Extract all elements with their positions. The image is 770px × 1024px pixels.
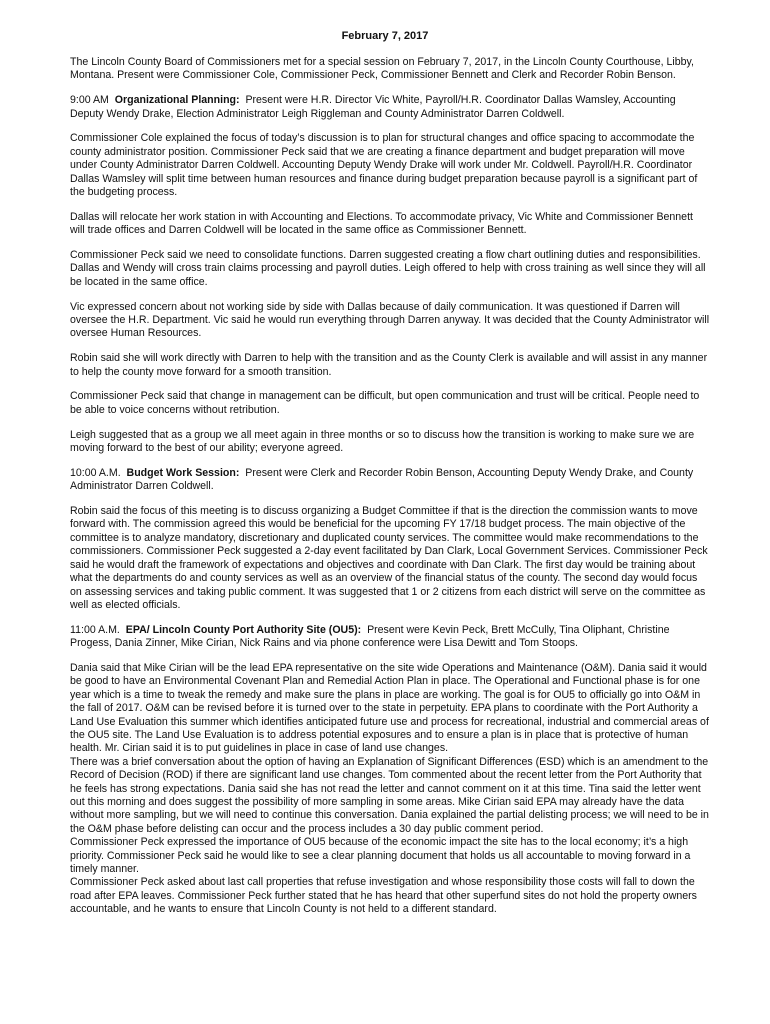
minutes-body (70, 56, 710, 917)
intro-paragraph: The Lincoln County Board of Commissioners met for a special session on February 7, 2017, in the Lincoln County Courthouse, Libby, Montana. Present were Commissioner Cole, Commissioner Peck, Commissioner Bennett and Clerk and Recorder Robin Benson. (70, 56, 694, 82)
paragraph: There was a brief conversation about the option of having an Explanation of Significant Differences (ESD) which is an amendment to the Record of Decision (ROD) if there are significant land use changes. Tom commented about the recent letter from the Port Authority that he feels has strong expectations. Dania said she has not read the letter and cannot comment on it at this time. Tina said the letter went out this morning and does suggest the possibility of more sampling in some areas. Mike Cirian said EPA may already have the data without more sampling, but we will need to continue this conversation. Dania explained the partial delisting process; we will need to be in the O&M phase before delisting can occur and the process includes a 30 day public comment period. (70, 755, 709, 835)
session-title: Budget Work Session: (126, 466, 240, 479)
paragraph: Commissioner Peck asked about last call properties that refuse investigation and whose responsibility those costs will fall to down the road after EPA leaves. Commissioner Peck further stated that he has heard that other superfund sites do not hold the property owners accountable, and he wants to ensure that Lincoln County is not held to a different standard. (70, 876, 697, 916)
paragraph: Robin said the focus of this meeting is to discuss organizing a Budget Committee if that is the direction the commission wants to move forward with. The commission agreed this would be beneficial for the upcoming FY 17/18 budget process. The main objective of the committee is to analyze mandatory, discretionary and duplicated county services. The committee would make recommendations to the commissioners. Commissioner Peck suggested a 2-day event facilitated by Dan Clark, Local Government Services. Commissioner Peck said he would draft the framework of expectations and objectives and coordinate with Dan Clark. The first day would be training about what the departments do and county services as well as an overview of the financial status of the county. The second day would focus on assessing services and taking public comment. It was suggested that 1 or 2 citizens from each district will serve on the committee as well as elected officials. (70, 505, 708, 611)
session-title: Organizational Planning: (114, 94, 240, 107)
session-organizational-header (70, 94, 710, 121)
paragraph: Dallas will relocate her work station in with Accounting and Elections. To accommodate privacy, Vic White and Commissioner Bennett will trade offices and Darren Coldwell will be located in the same office as Commissioner Bennett. (70, 210, 693, 237)
session-attendees: Present were Kevin Peck, Brett McCully, Tina Oliphant, Christine Progess, Dania Zinner, Mike Cirian, Nick Rains and via phone conference were Lisa Dewitt and Tom Stoops. (70, 623, 670, 650)
paragraph: Commissioner Peck expressed the importance of OU5 because of the economic impact the site has to the local economy; it’s a high priority. Commissioner Peck said he would like to see a clear planning document that holds us all accountable to moving forward in a timely manner. (70, 836, 691, 875)
session-time: 9:00 AM (70, 94, 109, 107)
paragraph: Commissioner Cole explained the focus of today’s discussion is to plan for structural changes and office spacing to accommodate the county administrator position. Commissioner Peck said that we are creating a finance department and budget preparation will move under County Administrator Darren Coldwell. Accounting Deputy Wendy Drake will work under Mr. Coldwell. Payroll/H.R. Coordinator Dallas Wamsley will split time between human resources and finance during budget preparation because payroll is a significant part of the budgeting process. (70, 132, 698, 199)
paragraph: Robin said she will work directly with Darren to help with the transition and as the County Clerk is available and will assist in any manner to help the county move forward for a smooth transition. (70, 352, 708, 378)
paragraph: Commissioner Peck said that change in management can be difficult, but open communication and trust will be critical. People need to be able to voice concerns without retribution. (70, 390, 700, 416)
document-date: February 7, 2017 (341, 30, 429, 42)
session-attendees: Present were H.R. Director Vic White, Payroll/H.R. Coordinator Dallas Wamsley, Accounting Deputy Wendy Drake, Election Administrator Leigh Riggleman and County Administrator Darren Coldwell. (70, 94, 676, 120)
paragraph: Leigh suggested that as a group we all meet again in three months or so to discuss how the transition is working to make sure we are moving forward to the best of our ability; everyone agreed. (70, 428, 695, 455)
session-budget-header (70, 467, 710, 494)
paragraph: Commissioner Peck said we need to consolidate functions. Darren suggested creating a flow chart outlining duties and responsibilities. Dallas and Wendy will cross train claims processing and payroll duties. Leigh offered to help with cross training as well since they will all be located in the same office. (70, 249, 706, 288)
session-time: 11:00 A.M. (70, 623, 120, 636)
paragraph: Vic expressed concern about not working side by side with Dallas because of daily communication. It was questioned if Darren will oversee the H.R. Department. Vic said he would run everything through Darren anyway. It was decided that the County Administrator will oversee Human Resources. (70, 300, 710, 340)
session-time: 10:00 A.M. (70, 466, 121, 479)
session-title: EPA/ Lincoln County Port Authority Site (OU5): (125, 623, 362, 636)
session-attendees: Present were Clerk and Recorder Robin Benson, Accounting Deputy Wendy Drake, and County Administrator Darren Coldwell. (70, 466, 694, 493)
paragraph: Dania said that Mike Cirian will be the lead EPA representative on the site wide Operations and Maintenance (O&M). Dania said it would be good to have an Environmental Covenant Plan and Remedial Action Plan in place. The Operational and Functional phase is for one year which is a time to tweak the remedy and make sure the plans in place are working. The goal is for OU5 to officially go into O&M in the fall of 2017. O&M can be revised before it is turned over to the state in perpetuity. EPA plans to coordinate with the Port Authority a Land Use Evaluation this summer which identifies anticipated future use and process for recreational, industrial and commercial areas of the OU5 site. The Land Use Evaluation is to address potential exposures and to ensure a plan is in place that is protective of human health. Mr. Cirian said it is to put guidelines in place in case of land use changes. (70, 661, 709, 755)
session-epa-header (70, 624, 710, 651)
